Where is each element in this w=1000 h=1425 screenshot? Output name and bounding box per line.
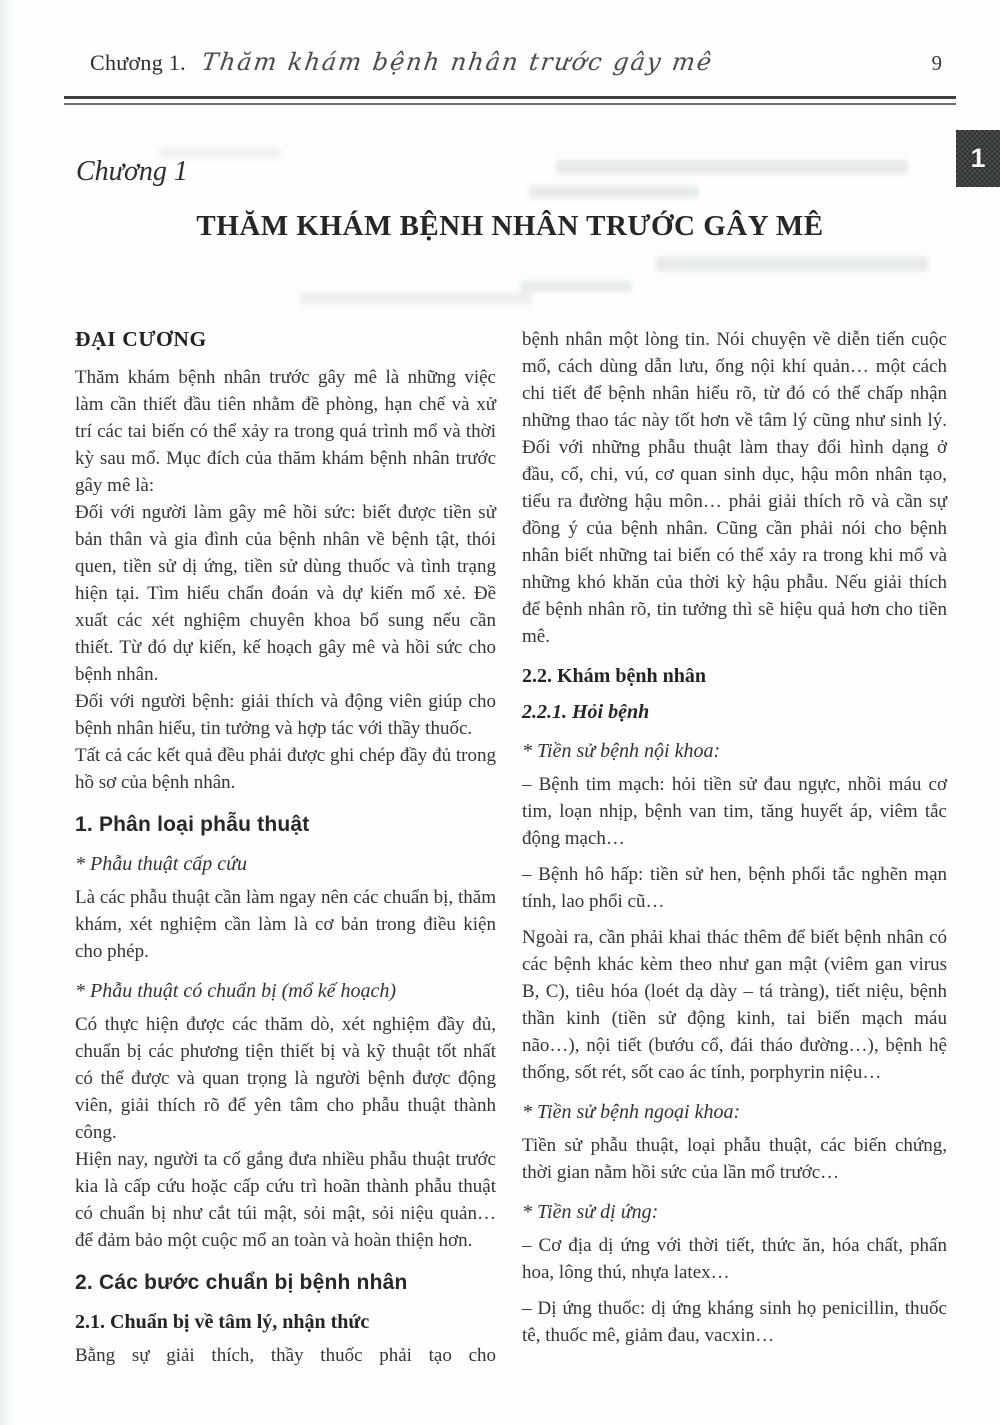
subsection-heading: 2.2. Khám bệnh nhân	[522, 665, 706, 687]
chapter-tab-number: 1	[970, 143, 986, 173]
paragraph: – Bệnh tim mạch: hỏi tiền sử đau ngực, nhồi máu cơ tim, loạn nhịp, bệnh van tim, tăng huyết áp, viêm tắc động mạch…	[522, 774, 947, 849]
right-column	[522, 326, 947, 1369]
bleed-through-ghost	[656, 257, 928, 271]
paragraph: Bằng sự giải thích, thầy thuốc phải tạo cho	[75, 1345, 496, 1366]
chapter-title: THĂM KHÁM BỆNH NHÂN TRƯỚC GÂY MÊ	[196, 210, 824, 242]
italic-subheading: * Tiền sử dị ứng:	[522, 1201, 659, 1223]
bleed-through-ghost	[556, 160, 908, 174]
paragraph: Đối với người bệnh: giải thích và động viên giúp cho bệnh nhân hiểu, tin tưởng và hợp tác với thầy thuốc.	[75, 691, 496, 739]
bleed-through-ghost	[530, 186, 698, 198]
bleed-through-ghost	[300, 292, 532, 304]
chapter-kicker: Chương 1	[76, 156, 188, 187]
paragraph: – Bệnh hô hấp: tiền sử hen, bệnh phổi tắc nghẽn mạn tính, lao phổi cũ…	[522, 864, 947, 912]
running-header	[90, 48, 942, 76]
paragraph: bệnh nhân một lòng tin. Nói chuyện về diễn tiến cuộc mổ, cách dùng dẫn lưu, ống nội khí quản… một cách chi tiết để bệnh nhân hiểu rõ, từ đó có thể chấp nhận những thao tác này tốt hơn về tâm lý cũng như sinh lý. Đối với những phẫu thuật làm thay đổi hình dạng ở đầu, cổ, chi, vú, cơ quan sinh dục, hậu môn nhân tạo, tiểu ra đường hậu môn… phải giải thích rõ và cần sự đồng ý của bệnh nhân. Cũng cần phải nói cho bệnh nhân biết những tai biến có thể xảy ra trong khi mổ và những khó khăn của thời kỳ hậu phẫu. Nếu giải thích để bệnh nhân rõ, tin tưởng thì sẽ hiệu quả hơn cho tiền mê.	[522, 329, 947, 647]
paragraph: Là các phẫu thuật cần làm ngay nên các chuẩn bị, thăm khám, xét nghiệm cần làm là cơ bản trong điều kiện cho phép.	[75, 887, 496, 962]
running-title-script: Thăm khám bệnh nhân trước gây mê	[199, 48, 716, 76]
body-columns	[75, 326, 947, 1369]
running-chapter-label: Chương 1.	[90, 50, 186, 75]
header-double-rule	[64, 96, 956, 105]
section-heading: ĐẠI CƯƠNG	[75, 327, 207, 351]
left-column	[75, 326, 496, 1369]
paragraph: – Dị ứng thuốc: dị ứng kháng sinh họ penicillin, thuốc tê, thuốc mê, giảm đau, vacxin…	[522, 1298, 947, 1346]
paragraph: Ngoài ra, cần phải khai thác thêm để biết bệnh nhân có các bệnh khác kèm theo như gan mật (viêm gan virus B, C), tiêu hóa (loét dạ dày – tá tràng), tiết niệu, bệnh thần kinh (tiền sử động kinh, tai biến mạch máu não…), nội tiết (bướu cổ, đái tháo đường…), bệnh hệ thống, sốt rét, sốt cao ác tính, porphyrin niệu…	[522, 927, 947, 1083]
subsection-heading: 2.2.1. Hỏi bệnh	[522, 701, 650, 723]
section-heading: 1. Phân loại phẫu thuật	[75, 813, 310, 836]
paragraph: Tất cả các kết quả đều phải được ghi chép đầy đủ trong hồ sơ của bệnh nhân.	[75, 745, 496, 793]
italic-subheading: * Phẫu thuật có chuẩn bị (mổ kế hoạch)	[75, 980, 397, 1002]
bleed-through-ghost	[521, 281, 631, 292]
page-number: 9	[931, 51, 942, 75]
paragraph: Có thực hiện được các thăm dò, xét nghiệm đầy đủ, chuẩn bị các phương tiện thiết bị và kỹ thuật tốt nhất có thể được và quan trọng là người bệnh được động viên, giải thích rõ để yên tâm cho phẫu thuật thành công.	[75, 1014, 496, 1143]
italic-subheading: * Tiền sử bệnh nội khoa:	[522, 740, 721, 762]
section-heading: 2. Các bước chuẩn bị bệnh nhân	[75, 1271, 408, 1294]
paragraph: Đối với người làm gây mê hồi sức: biết được tiền sử bản thân và gia đình của bệnh nhân về bệnh tật, thói quen, tiền sử dị ứng, tiền sử dùng thuốc và tình trạng hiện tại. Tìm hiểu chẩn đoán và dự kiến mổ xẻ. Đề xuất các xét nghiệm chuyên khoa bổ sung nếu cần thiết. Từ đó dự kiến, kế hoạch gây mê và hồi sức cho bệnh nhân.	[75, 502, 496, 685]
paragraph: Thăm khám bệnh nhân trước gây mê là những việc làm cần thiết đầu tiên nhằm đề phòng, hạn chế và xử trí các tai biến có thể xảy ra trong quá trình mổ và thời kỳ sau mổ. Mục đích của thăm khám bệnh nhân trước gây mê là:	[75, 367, 496, 496]
scan-edge-tint	[0, 0, 12, 1425]
chapter-side-tab	[956, 130, 1000, 187]
italic-subheading: * Phẫu thuật cấp cứu	[75, 853, 247, 875]
subsection-heading: 2.1. Chuẩn bị về tâm lý, nhận thức	[75, 1311, 370, 1333]
italic-subheading: * Tiền sử bệnh ngoại khoa:	[522, 1101, 741, 1123]
paragraph: – Cơ địa dị ứng với thời tiết, thức ăn, hóa chất, phấn hoa, lông thú, nhựa latex…	[522, 1235, 947, 1283]
paragraph: Hiện nay, người ta cố gắng đưa nhiều phẫu thuật trước kia là cấp cứu hoặc cấp cứu trì hoãn thành phẫu thuật có chuẩn bị như cắt túi mật, sỏi mật, sỏi niệu quản… để đảm bảo một cuộc mổ an toàn và hoàn thiện hơn.	[75, 1149, 496, 1251]
paragraph: Tiền sử phẫu thuật, loại phẫu thuật, các biến chứng, thời gian nằm hồi sức của lần mổ trước…	[522, 1135, 947, 1183]
